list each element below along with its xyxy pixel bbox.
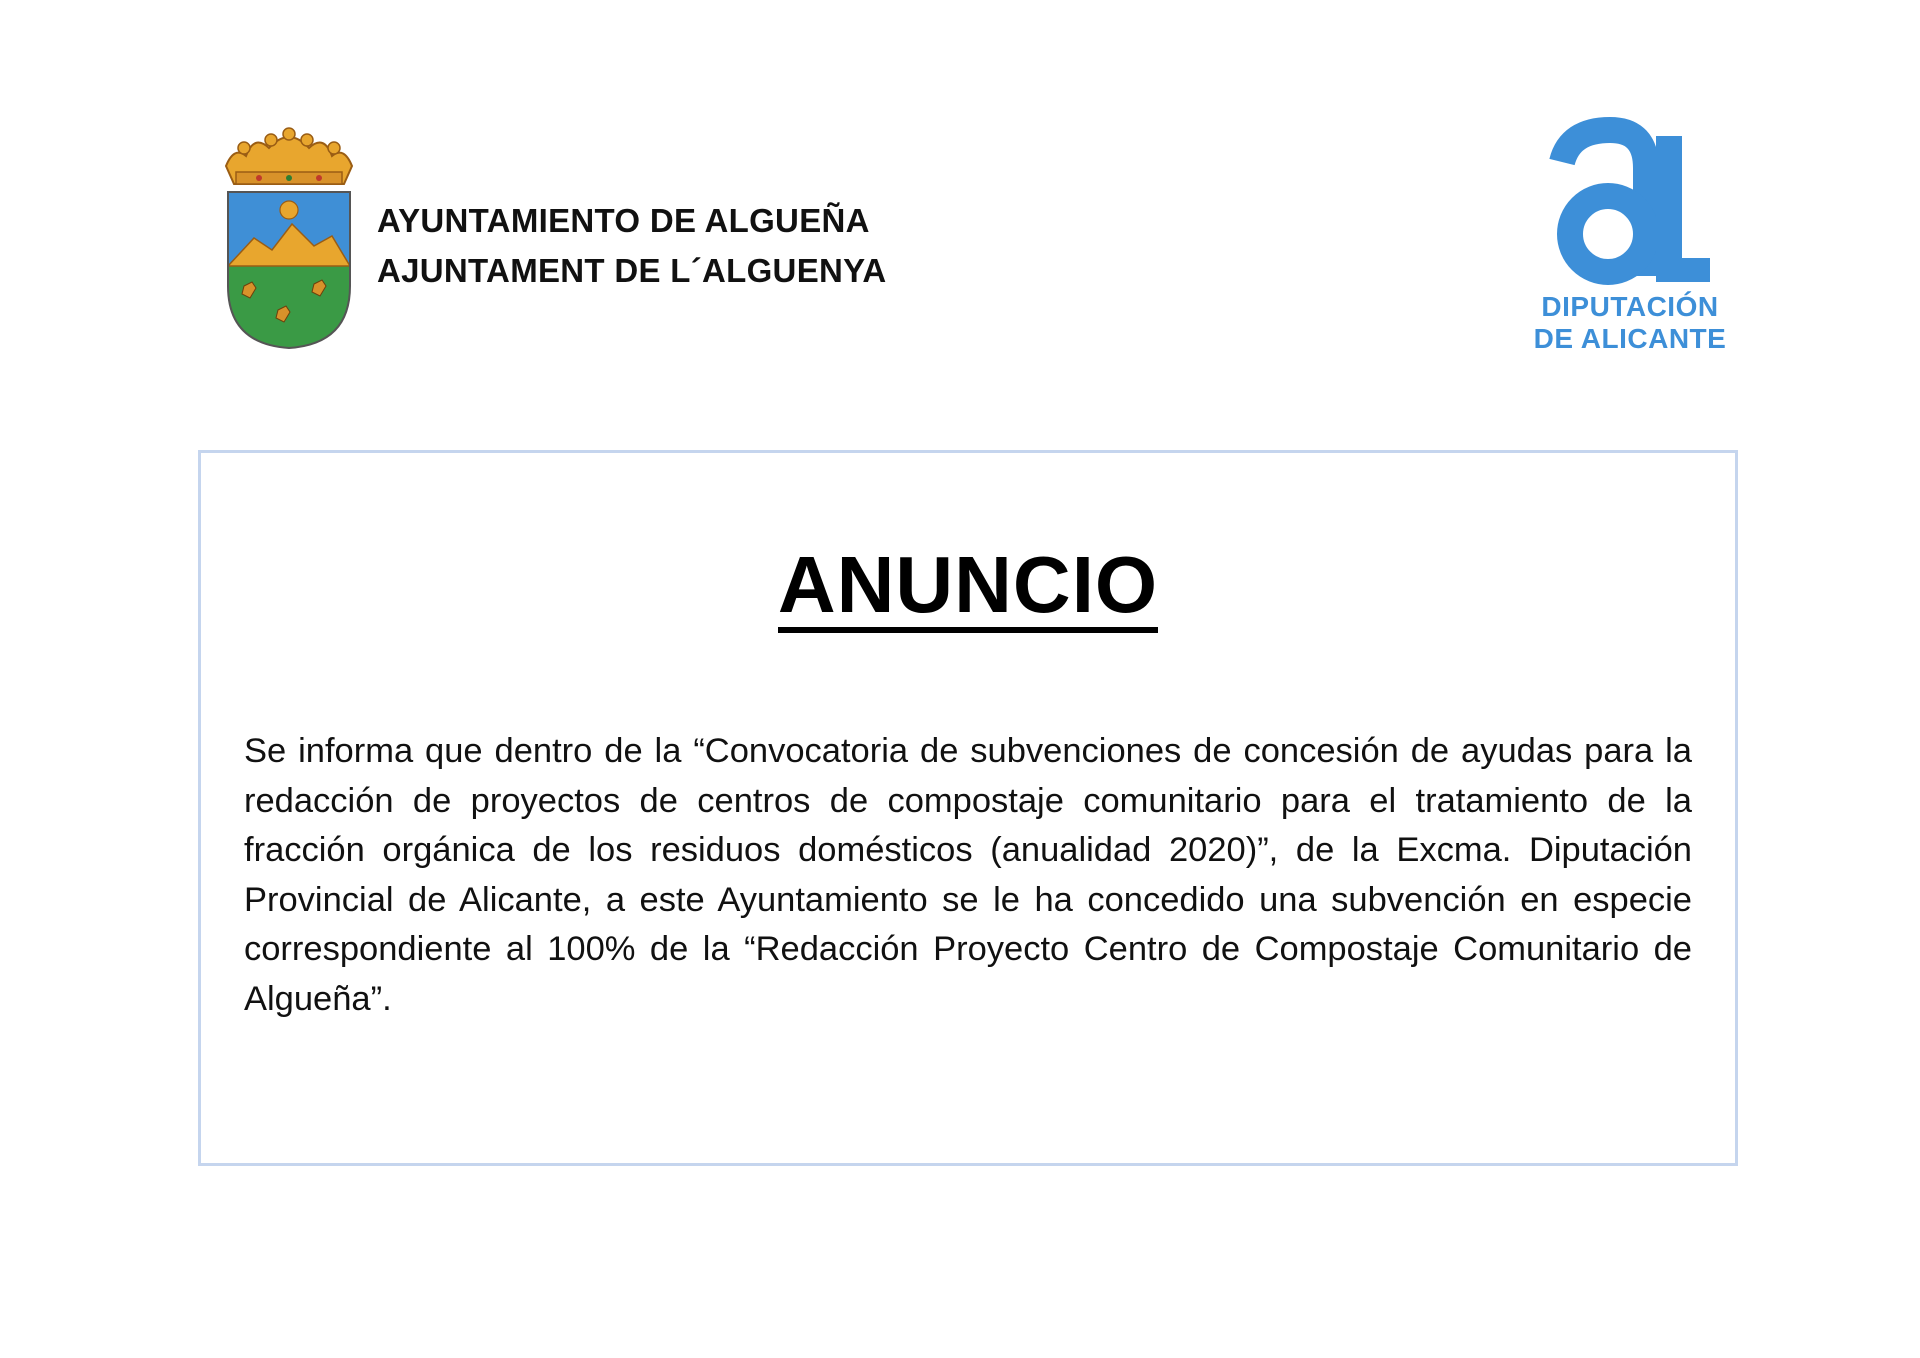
shield-icon xyxy=(228,192,350,352)
crown-icon xyxy=(226,128,352,184)
diputacion-alicante-logo xyxy=(1530,116,1730,356)
notice-title xyxy=(201,540,1735,633)
notice-body: Se informa que dentro de la “Convocatoria de subvenciones de concesión de ayudas para la redacción de proyectos de centros de compostaje comunitario para el tratamiento de la fracción orgánica de los residuos domésticos (anualidad 2020)”, de la Excma. Diputación Provincial de Alicante, a este Ayuntamiento se le ha concedido una subvención en especie correspondiente al 100% de la “Redacción Proyecto Centro de Compostaje Comunitario de Algueña”. xyxy=(244,732,1692,1018)
logo-text-line2: DE ALICANTE xyxy=(1533,323,1727,354)
logo-text-line1: DIPUTACIÓN xyxy=(1541,291,1719,322)
municipality-names xyxy=(377,196,887,296)
municipality-name-spanish: AYUNTAMIENTO DE ALGUEÑA xyxy=(377,202,870,239)
letter-a-icon xyxy=(1562,130,1646,276)
algueña-coat-of-arms-logo xyxy=(214,126,364,352)
municipality-name-valencian: AJUNTAMENT DE L´ALGUENYA xyxy=(377,252,887,289)
notice-title-text: ANUNCIO xyxy=(778,545,1158,633)
notice-box xyxy=(198,450,1738,1166)
